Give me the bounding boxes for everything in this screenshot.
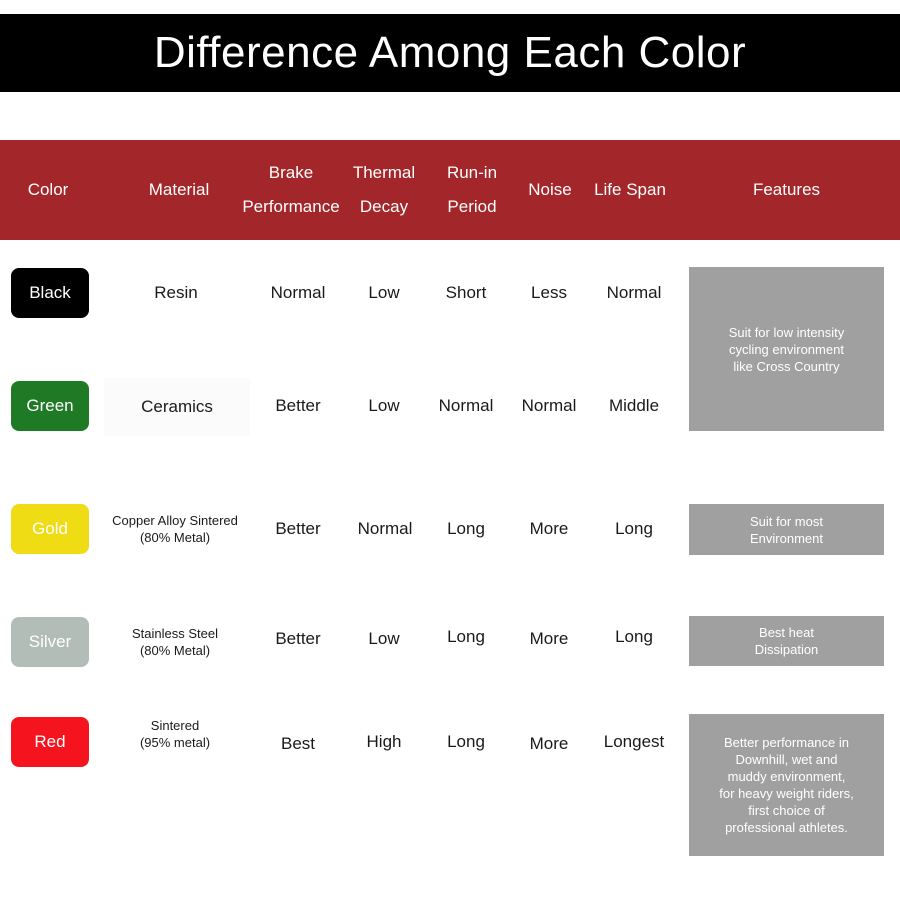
thermal-cell: Low	[368, 283, 400, 302]
header-run-in-period: Run-in Period	[446, 163, 498, 216]
material-cell: Resin	[154, 283, 198, 302]
material-cell: Stainless Steel (80% Metal)	[132, 626, 218, 658]
noise-cell: More	[529, 519, 569, 538]
noise-cell: Less	[531, 283, 567, 302]
page-title: Difference Among Each Color	[153, 28, 747, 77]
noise-cell: More	[529, 629, 569, 648]
color-badge-red: Red	[11, 717, 89, 767]
brake-cell: Normal	[270, 283, 326, 302]
color-badge-black: Black	[11, 268, 89, 318]
thermal-cell: Low	[368, 629, 400, 648]
thermal-cell: High	[366, 732, 402, 751]
runin-cell: Long	[447, 732, 485, 751]
runin-cell: Long	[447, 627, 485, 646]
feature-box: Best heat Dissipation	[689, 616, 884, 666]
color-badge-gold: Gold	[11, 504, 89, 554]
life-cell: Long	[615, 519, 653, 538]
header-thermal-decay: Thermal Decay	[352, 163, 416, 216]
runin-cell: Normal	[438, 396, 494, 415]
header-life-span: Life Span	[594, 180, 666, 199]
table-header	[0, 140, 900, 240]
material-cell: Copper Alloy Sintered (80% Metal)	[112, 513, 238, 545]
title-bar	[0, 14, 900, 92]
brake-cell: Better	[275, 396, 321, 415]
feature-box: Suit for most Environment	[689, 504, 884, 555]
runin-cell: Long	[447, 519, 485, 538]
header-noise: Noise	[528, 180, 572, 199]
feature-box: Better performance in Downhill, wet and muddy environment, for heavy weight riders, first choice of professional athletes.	[689, 714, 884, 856]
thermal-cell: Low	[368, 396, 400, 415]
life-cell: Long	[615, 627, 653, 646]
header-color: Color	[27, 180, 69, 199]
brake-cell: Better	[275, 629, 321, 648]
color-badge-green: Green	[11, 381, 89, 431]
header-brake-performance: Brake Performance	[242, 163, 340, 216]
life-cell: Normal	[606, 283, 662, 302]
header-features: Features	[752, 180, 821, 199]
life-cell: Middle	[608, 396, 660, 415]
noise-cell: Normal	[521, 396, 577, 415]
brake-cell: Better	[275, 519, 321, 538]
color-badge-silver: Silver	[11, 617, 89, 667]
life-cell: Longest	[603, 732, 665, 751]
material-cell: Ceramics	[104, 378, 250, 436]
runin-cell: Short	[445, 283, 487, 302]
brake-cell: Best	[280, 734, 316, 753]
noise-cell: More	[529, 734, 569, 753]
thermal-cell: Normal	[357, 519, 413, 538]
header-material: Material	[148, 180, 210, 199]
material-cell: Sintered (95% metal)	[139, 718, 211, 750]
feature-box: Suit for low intensity cycling environment like Cross Country	[689, 267, 884, 431]
